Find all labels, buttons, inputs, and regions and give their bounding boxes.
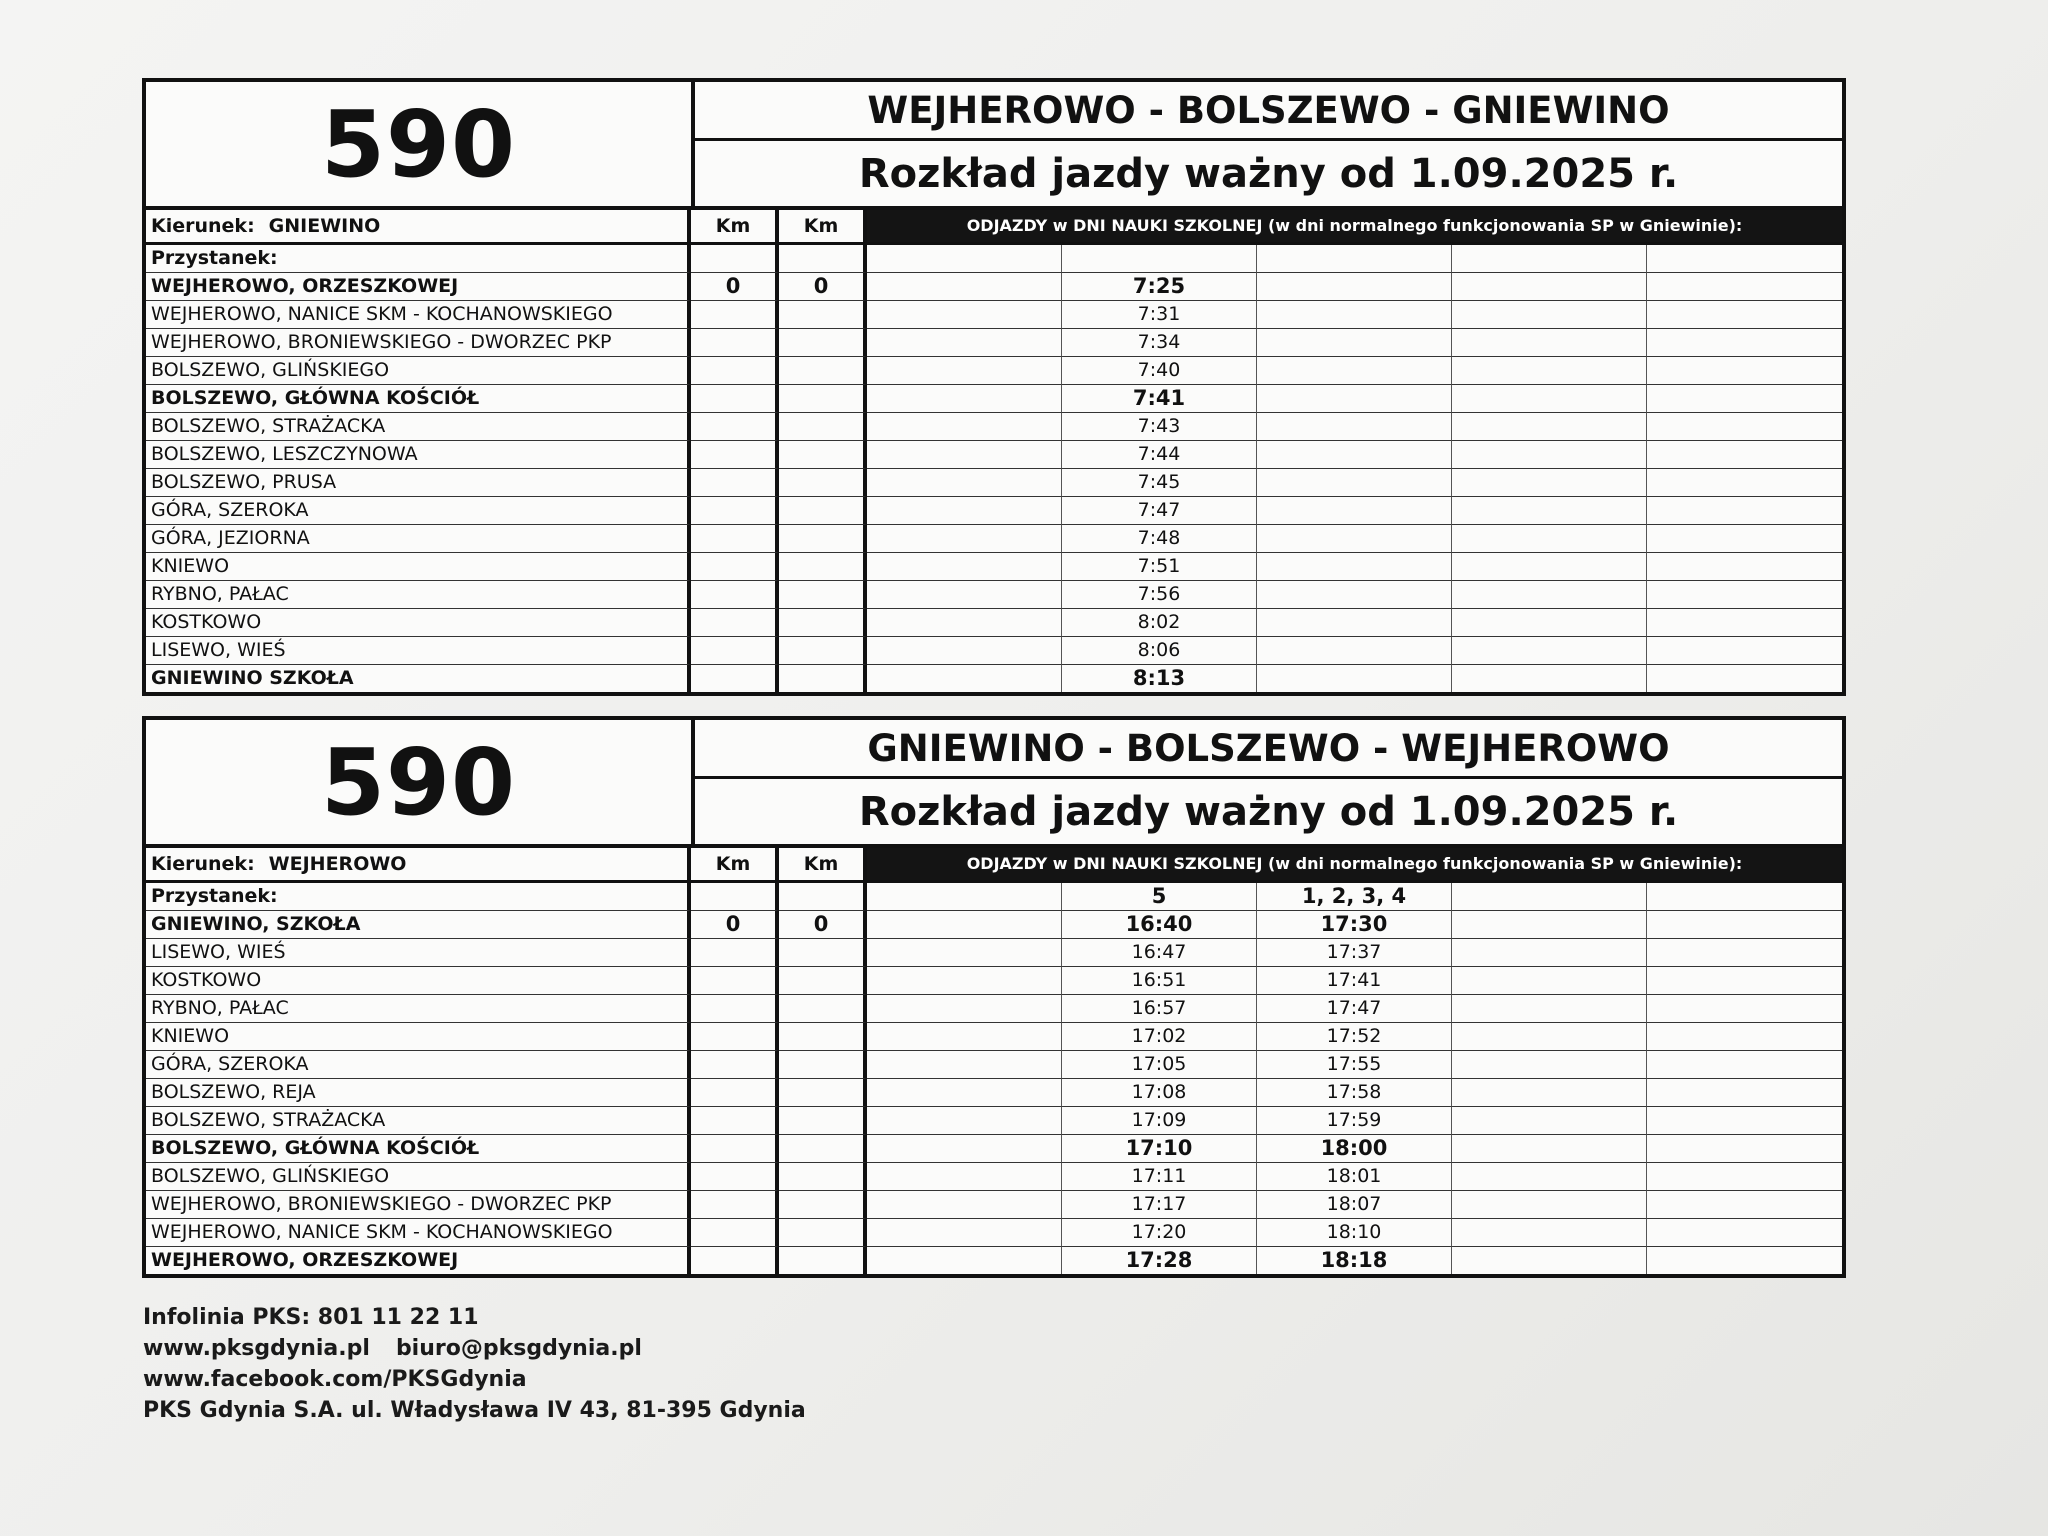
column-days-header: 5 bbox=[1062, 883, 1257, 911]
departure-time: 18:10 bbox=[1257, 1219, 1452, 1247]
km-value bbox=[691, 385, 779, 413]
departure-time bbox=[1257, 469, 1452, 497]
departure-time: 18:00 bbox=[1257, 1135, 1452, 1163]
departure-time bbox=[1257, 329, 1452, 357]
km-value bbox=[691, 469, 779, 497]
departure-time: 17:52 bbox=[1257, 1023, 1452, 1051]
departure-time bbox=[867, 273, 1062, 301]
company-address: PKS Gdynia S.A. ul. Władysława IV 43, 81-395 Gdynia bbox=[143, 1398, 806, 1423]
departure-time bbox=[867, 911, 1062, 939]
departure-time: 16:47 bbox=[1062, 939, 1257, 967]
departure-time bbox=[1647, 581, 1842, 609]
km-value bbox=[691, 1163, 779, 1191]
departure-time bbox=[1452, 329, 1647, 357]
departure-time bbox=[867, 385, 1062, 413]
departure-time bbox=[867, 1107, 1062, 1135]
departure-time: 18:07 bbox=[1257, 1191, 1452, 1219]
km-value bbox=[691, 301, 779, 329]
departure-time bbox=[1647, 939, 1842, 967]
km-value bbox=[691, 1219, 779, 1247]
departure-time: 17:55 bbox=[1257, 1051, 1452, 1079]
departure-time bbox=[1647, 413, 1842, 441]
stop-name: BOLSZEWO, GLIŃSKIEGO bbox=[146, 357, 691, 385]
departure-time bbox=[1452, 665, 1647, 692]
departure-time bbox=[867, 995, 1062, 1023]
departure-time bbox=[1452, 1247, 1647, 1274]
departure-time bbox=[1647, 1023, 1842, 1051]
stop-name: RYBNO, PAŁAC bbox=[146, 995, 691, 1023]
km-value bbox=[779, 1051, 867, 1079]
departure-time bbox=[1257, 357, 1452, 385]
departure-time bbox=[867, 939, 1062, 967]
departure-time: 7:45 bbox=[1062, 469, 1257, 497]
departure-time bbox=[1647, 911, 1842, 939]
km-value: 0 bbox=[691, 911, 779, 939]
departure-time bbox=[1452, 581, 1647, 609]
departure-time bbox=[867, 1135, 1062, 1163]
stop-name: KOSTKOWO bbox=[146, 967, 691, 995]
departure-time bbox=[867, 1163, 1062, 1191]
route-title: GNIEWINO - BOLSZEWO - WEJHEROWO bbox=[695, 720, 1842, 779]
departure-time bbox=[1647, 665, 1842, 692]
departure-time bbox=[1647, 1051, 1842, 1079]
km-value bbox=[691, 441, 779, 469]
departure-time bbox=[1647, 1135, 1842, 1163]
stop-name: BOLSZEWO, STRAŻACKA bbox=[146, 1107, 691, 1135]
stop-label-header: Przystanek: bbox=[146, 245, 691, 273]
stop-name: KNIEWO bbox=[146, 553, 691, 581]
departure-time bbox=[1452, 273, 1647, 301]
departure-time bbox=[1647, 273, 1842, 301]
column-days-header bbox=[1647, 883, 1842, 911]
km-value: 0 bbox=[779, 273, 867, 301]
stop-name: BOLSZEWO, GLIŃSKIEGO bbox=[146, 1163, 691, 1191]
departure-time bbox=[1452, 1219, 1647, 1247]
km-value bbox=[691, 413, 779, 441]
stop-name: BOLSZEWO, STRAŻACKA bbox=[146, 413, 691, 441]
km-value: 0 bbox=[691, 273, 779, 301]
departure-time bbox=[867, 525, 1062, 553]
departure-time bbox=[1257, 301, 1452, 329]
departure-time bbox=[1647, 497, 1842, 525]
departure-time: 7:48 bbox=[1062, 525, 1257, 553]
km-value bbox=[691, 1107, 779, 1135]
stop-name: GÓRA, JEZIORNA bbox=[146, 525, 691, 553]
departure-time bbox=[867, 413, 1062, 441]
departure-time bbox=[1452, 995, 1647, 1023]
departure-time bbox=[1647, 329, 1842, 357]
direction-cell bbox=[146, 210, 691, 245]
departure-time bbox=[1257, 609, 1452, 637]
departure-time bbox=[1647, 995, 1842, 1023]
km-value bbox=[779, 441, 867, 469]
departure-time bbox=[1257, 441, 1452, 469]
km-value bbox=[691, 939, 779, 967]
departure-time: 16:51 bbox=[1062, 967, 1257, 995]
departure-time bbox=[1452, 637, 1647, 665]
departure-time: 17:11 bbox=[1062, 1163, 1257, 1191]
departure-time bbox=[1257, 497, 1452, 525]
column-days-header bbox=[1647, 245, 1842, 273]
km-value bbox=[691, 1247, 779, 1274]
km-value bbox=[691, 525, 779, 553]
departure-time bbox=[1257, 273, 1452, 301]
departure-time: 17:47 bbox=[1257, 995, 1452, 1023]
stop-name: WEJHEROWO, NANICE SKM - KOCHANOWSKIEGO bbox=[146, 301, 691, 329]
departure-time bbox=[1647, 637, 1842, 665]
km-value bbox=[779, 609, 867, 637]
timetable-header bbox=[146, 720, 1842, 848]
departure-time bbox=[867, 637, 1062, 665]
direction-value: WEJHEROWO bbox=[268, 853, 407, 875]
departure-time bbox=[1257, 385, 1452, 413]
departure-time: 7:25 bbox=[1062, 273, 1257, 301]
departure-time: 17:09 bbox=[1062, 1107, 1257, 1135]
timetable-return bbox=[142, 716, 1846, 1278]
departure-time: 16:57 bbox=[1062, 995, 1257, 1023]
stop-name: BOLSZEWO, LESZCZYNOWA bbox=[146, 441, 691, 469]
validity-text: Rozkład jazdy ważny od 1.09.2025 r. bbox=[858, 788, 1679, 835]
departure-time: 17:05 bbox=[1062, 1051, 1257, 1079]
km-cell bbox=[691, 883, 779, 911]
departure-time bbox=[1647, 301, 1842, 329]
stop-name: WEJHEROWO, ORZESZKOWEJ bbox=[146, 273, 691, 301]
km-value bbox=[779, 967, 867, 995]
stop-label-header: Przystanek: bbox=[146, 883, 691, 911]
departure-time bbox=[867, 553, 1062, 581]
departure-time bbox=[1452, 911, 1647, 939]
km-value bbox=[691, 665, 779, 692]
km-value bbox=[779, 1219, 867, 1247]
departure-time bbox=[1647, 1163, 1842, 1191]
departure-time bbox=[867, 967, 1062, 995]
departure-time: 18:01 bbox=[1257, 1163, 1452, 1191]
departure-time: 17:59 bbox=[1257, 1107, 1452, 1135]
departure-time: 17:20 bbox=[1062, 1219, 1257, 1247]
timetable-grid bbox=[146, 210, 1842, 692]
departure-time bbox=[1452, 441, 1647, 469]
departure-time: 17:58 bbox=[1257, 1079, 1452, 1107]
contact-footer bbox=[143, 1302, 806, 1426]
departure-time bbox=[1452, 301, 1647, 329]
departure-time: 16:40 bbox=[1062, 911, 1257, 939]
column-days-header bbox=[867, 883, 1062, 911]
departure-time: 8:02 bbox=[1062, 609, 1257, 637]
km-value bbox=[779, 1023, 867, 1051]
stop-name: KNIEWO bbox=[146, 1023, 691, 1051]
km-value bbox=[691, 581, 779, 609]
timetable-grid bbox=[146, 848, 1842, 1274]
departure-time bbox=[1452, 1079, 1647, 1107]
departure-time: 17:30 bbox=[1257, 911, 1452, 939]
route-title: WEJHEROWO - BOLSZEWO - GNIEWINO bbox=[695, 82, 1842, 141]
departure-time bbox=[867, 301, 1062, 329]
km-value bbox=[779, 1079, 867, 1107]
departure-time bbox=[1452, 413, 1647, 441]
km-value bbox=[691, 637, 779, 665]
stop-name: GÓRA, SZEROKA bbox=[146, 1051, 691, 1079]
departure-time: 8:06 bbox=[1062, 637, 1257, 665]
departure-time bbox=[867, 1191, 1062, 1219]
km-value bbox=[691, 553, 779, 581]
direction-value: GNIEWINO bbox=[268, 215, 381, 237]
column-days-header bbox=[1452, 245, 1647, 273]
departure-time bbox=[1647, 1191, 1842, 1219]
stop-name: BOLSZEWO, GŁÓWNA KOŚCIÓŁ bbox=[146, 1135, 691, 1163]
departure-time bbox=[1647, 1079, 1842, 1107]
km-value bbox=[691, 1051, 779, 1079]
stop-name: LISEWO, WIEŚ bbox=[146, 939, 691, 967]
km-value bbox=[779, 497, 867, 525]
departure-time bbox=[1647, 469, 1842, 497]
departure-time bbox=[1257, 553, 1452, 581]
departure-time: 18:18 bbox=[1257, 1247, 1452, 1274]
departures-header: ODJAZDY w DNI NAUKI SZKOLNEJ (w dni normalnego funkcjonowania SP w Gniewinie): bbox=[867, 848, 1842, 883]
km-value bbox=[691, 357, 779, 385]
km-header: Km bbox=[691, 848, 779, 883]
stop-name: WEJHEROWO, BRONIEWSKIEGO - DWORZEC PKP bbox=[146, 1191, 691, 1219]
km-value bbox=[779, 1163, 867, 1191]
column-days-header bbox=[1452, 883, 1647, 911]
km-value bbox=[691, 1023, 779, 1051]
km-value bbox=[779, 1247, 867, 1274]
km-header: Km bbox=[779, 210, 867, 245]
departure-time bbox=[1452, 609, 1647, 637]
departure-time bbox=[1452, 1051, 1647, 1079]
km-value bbox=[779, 329, 867, 357]
stop-name: BOLSZEWO, REJA bbox=[146, 1079, 691, 1107]
email-link[interactable]: biuro@pksgdynia.pl bbox=[395, 1336, 642, 1361]
km-value bbox=[691, 1079, 779, 1107]
departure-time bbox=[1647, 967, 1842, 995]
departure-time bbox=[867, 1247, 1062, 1274]
km-value bbox=[779, 301, 867, 329]
departure-time bbox=[867, 497, 1062, 525]
direction-cell bbox=[146, 848, 691, 883]
departure-time bbox=[1647, 1107, 1842, 1135]
departure-time bbox=[867, 581, 1062, 609]
km-value bbox=[779, 385, 867, 413]
departure-time bbox=[1452, 385, 1647, 413]
departure-time bbox=[1257, 413, 1452, 441]
direction-label: Kierunek: bbox=[151, 853, 255, 875]
departure-time bbox=[1647, 441, 1842, 469]
km-value bbox=[691, 329, 779, 357]
departure-time bbox=[1647, 357, 1842, 385]
departure-time bbox=[1647, 525, 1842, 553]
stop-name: WEJHEROWO, NANICE SKM - KOCHANOWSKIEGO bbox=[146, 1219, 691, 1247]
line-number: 590 bbox=[146, 82, 695, 206]
km-cell bbox=[779, 245, 867, 273]
departure-time: 7:41 bbox=[1062, 385, 1257, 413]
departure-time bbox=[1647, 553, 1842, 581]
departure-time: 17:37 bbox=[1257, 939, 1452, 967]
stop-name: GNIEWINO, SZKOŁA bbox=[146, 911, 691, 939]
column-days-header: 1, 2, 3, 4 bbox=[1257, 883, 1452, 911]
column-days-header bbox=[1257, 245, 1452, 273]
departure-time bbox=[867, 1023, 1062, 1051]
facebook-link[interactable]: www.facebook.com/PKSGdynia bbox=[143, 1367, 527, 1392]
departure-time bbox=[867, 1219, 1062, 1247]
departure-time bbox=[1452, 357, 1647, 385]
stop-name: BOLSZEWO, PRUSA bbox=[146, 469, 691, 497]
departure-time: 17:41 bbox=[1257, 967, 1452, 995]
departure-time: 7:44 bbox=[1062, 441, 1257, 469]
departure-time bbox=[867, 665, 1062, 692]
departure-time bbox=[1647, 1219, 1842, 1247]
km-value bbox=[691, 967, 779, 995]
departure-time: 17:28 bbox=[1062, 1247, 1257, 1274]
departure-time: 7:56 bbox=[1062, 581, 1257, 609]
departure-time bbox=[1647, 385, 1842, 413]
departure-time: 17:10 bbox=[1062, 1135, 1257, 1163]
departure-time: 7:31 bbox=[1062, 301, 1257, 329]
departure-time bbox=[1257, 665, 1452, 692]
departure-time bbox=[1452, 1107, 1647, 1135]
timetable-header bbox=[146, 82, 1842, 210]
departure-time bbox=[867, 441, 1062, 469]
km-value bbox=[779, 665, 867, 692]
direction-label: Kierunek: bbox=[151, 215, 255, 237]
stop-name: GÓRA, SZEROKA bbox=[146, 497, 691, 525]
departure-time bbox=[1257, 637, 1452, 665]
departure-time bbox=[867, 469, 1062, 497]
departure-time: 7:47 bbox=[1062, 497, 1257, 525]
km-value bbox=[779, 357, 867, 385]
departure-time bbox=[1452, 525, 1647, 553]
departure-time bbox=[1647, 609, 1842, 637]
departure-time bbox=[1452, 553, 1647, 581]
departure-time: 7:43 bbox=[1062, 413, 1257, 441]
km-value bbox=[779, 413, 867, 441]
km-value bbox=[779, 553, 867, 581]
km-value bbox=[779, 995, 867, 1023]
departure-time bbox=[867, 357, 1062, 385]
km-value bbox=[779, 469, 867, 497]
validity-text: Rozkład jazdy ważny od 1.09.2025 r. bbox=[858, 150, 1679, 197]
km-value bbox=[691, 609, 779, 637]
departure-time bbox=[1257, 525, 1452, 553]
departure-time bbox=[1452, 1023, 1647, 1051]
timetable-outbound bbox=[142, 78, 1846, 696]
km-cell bbox=[691, 245, 779, 273]
departure-time bbox=[1452, 497, 1647, 525]
departures-header: ODJAZDY w DNI NAUKI SZKOLNEJ (w dni normalnego funkcjonowania SP w Gniewinie): bbox=[867, 210, 1842, 245]
website-link[interactable]: www.pksgdynia.pl bbox=[143, 1336, 370, 1361]
stop-name: LISEWO, WIEŚ bbox=[146, 637, 691, 665]
departure-time: 7:40 bbox=[1062, 357, 1257, 385]
km-header: Km bbox=[779, 848, 867, 883]
km-value bbox=[779, 1135, 867, 1163]
km-header: Km bbox=[691, 210, 779, 245]
stop-name: BOLSZEWO, GŁÓWNA KOŚCIÓŁ bbox=[146, 385, 691, 413]
line-number: 590 bbox=[146, 720, 695, 844]
infoline-text: Infolinia PKS: 801 11 22 11 bbox=[143, 1305, 479, 1330]
departure-time bbox=[1452, 967, 1647, 995]
km-value bbox=[779, 581, 867, 609]
column-days-header bbox=[1062, 245, 1257, 273]
km-value bbox=[691, 995, 779, 1023]
departure-time: 17:17 bbox=[1062, 1191, 1257, 1219]
stop-name: WEJHEROWO, BRONIEWSKIEGO - DWORZEC PKP bbox=[146, 329, 691, 357]
departure-time: 7:51 bbox=[1062, 553, 1257, 581]
departure-time bbox=[867, 1079, 1062, 1107]
departure-time: 8:13 bbox=[1062, 665, 1257, 692]
stop-name: KOSTKOWO bbox=[146, 609, 691, 637]
km-value: 0 bbox=[779, 911, 867, 939]
km-value bbox=[779, 637, 867, 665]
stop-name: WEJHEROWO, ORZESZKOWEJ bbox=[146, 1247, 691, 1274]
departure-time bbox=[1452, 1163, 1647, 1191]
km-value bbox=[691, 497, 779, 525]
departure-time bbox=[1452, 1191, 1647, 1219]
departure-time bbox=[1647, 1247, 1842, 1274]
km-value bbox=[691, 1135, 779, 1163]
stop-name: GNIEWINO SZKOŁA bbox=[146, 665, 691, 692]
km-value bbox=[779, 1107, 867, 1135]
departure-time bbox=[1452, 1135, 1647, 1163]
km-value bbox=[779, 1191, 867, 1219]
km-value bbox=[779, 939, 867, 967]
departure-time bbox=[1452, 469, 1647, 497]
km-value bbox=[691, 1191, 779, 1219]
km-cell bbox=[779, 883, 867, 911]
departure-time bbox=[867, 329, 1062, 357]
km-value bbox=[779, 525, 867, 553]
departure-time: 17:08 bbox=[1062, 1079, 1257, 1107]
departure-time: 7:34 bbox=[1062, 329, 1257, 357]
departure-time: 17:02 bbox=[1062, 1023, 1257, 1051]
departure-time bbox=[867, 1051, 1062, 1079]
column-days-header bbox=[867, 245, 1062, 273]
departure-time bbox=[1257, 581, 1452, 609]
departure-time bbox=[867, 609, 1062, 637]
departure-time bbox=[1452, 939, 1647, 967]
stop-name: RYBNO, PAŁAC bbox=[146, 581, 691, 609]
